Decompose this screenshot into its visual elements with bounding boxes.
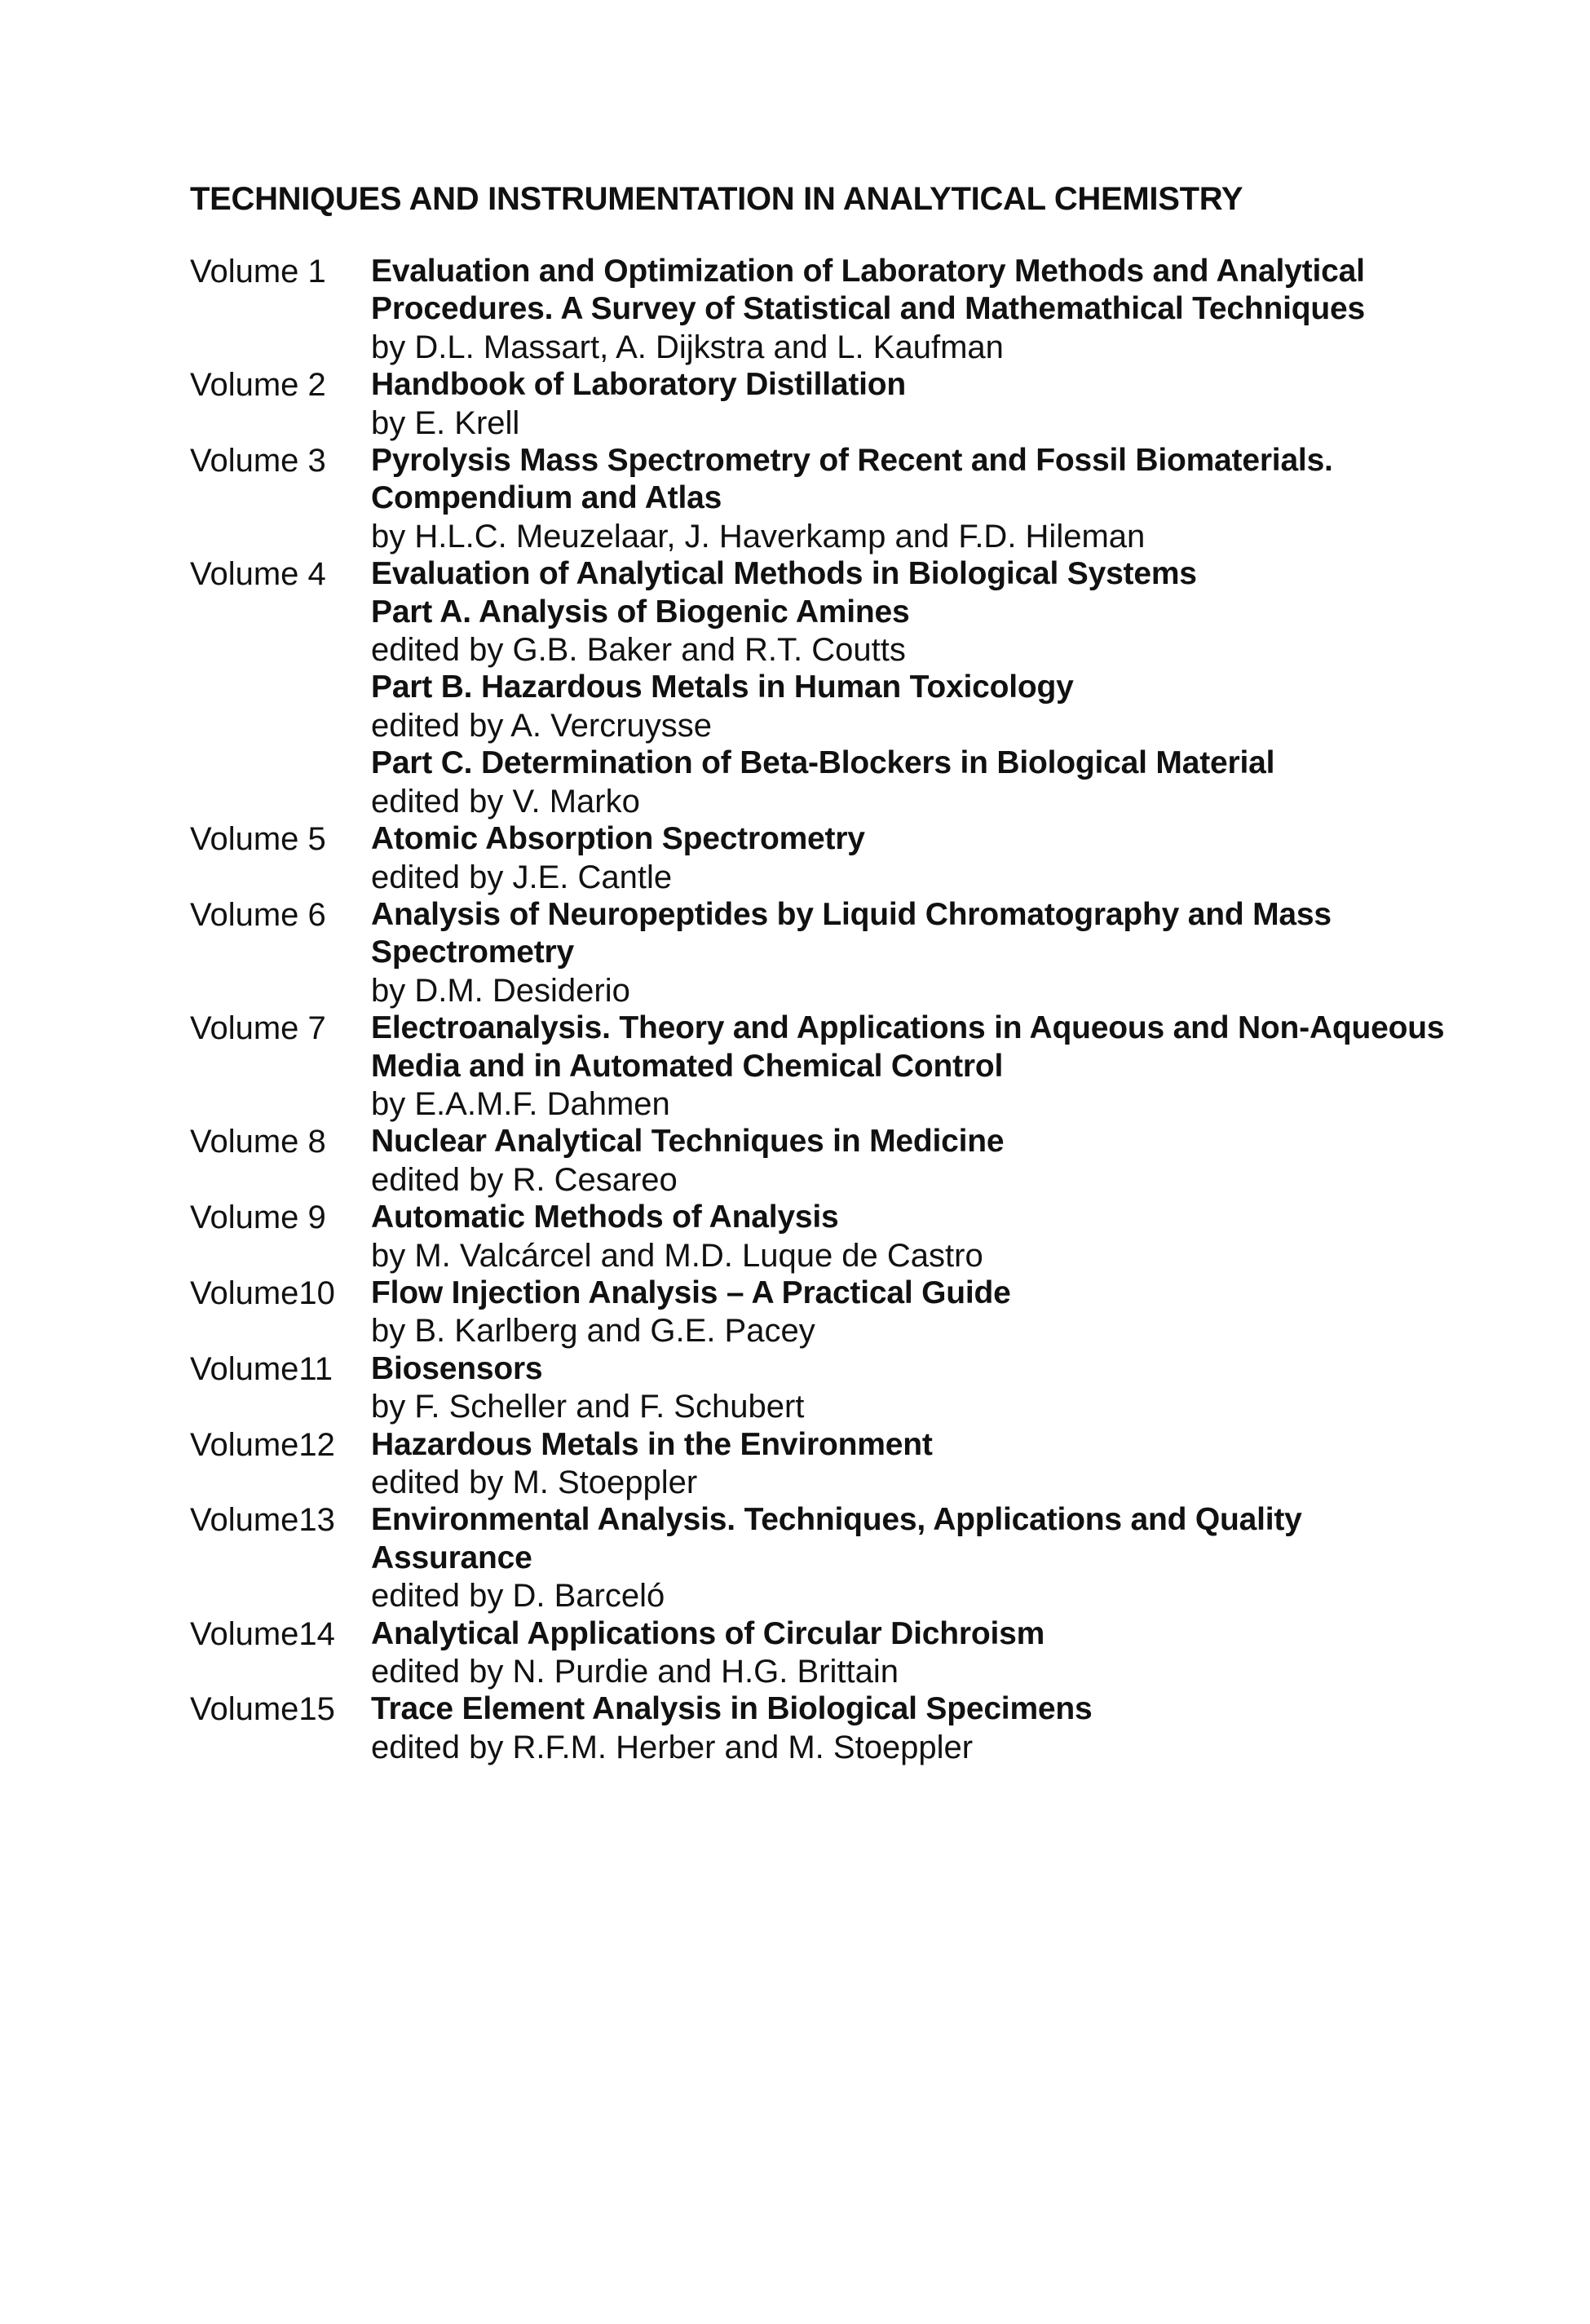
volume-entry bbox=[190, 820, 1462, 896]
volume-details bbox=[371, 442, 1462, 555]
volume-number: Volume12 bbox=[190, 1426, 335, 1463]
volume-entry bbox=[190, 555, 1462, 820]
volume-details bbox=[371, 1010, 1462, 1123]
volume-credit: by D.M. Desiderio bbox=[371, 972, 630, 1009]
volume-details bbox=[371, 1501, 1462, 1615]
volume-number: Volume 7 bbox=[190, 1010, 326, 1047]
volume-number: Volume 8 bbox=[190, 1124, 326, 1160]
volume-title: Automatic Methods of Analysis bbox=[371, 1200, 839, 1235]
volume-credit: edited by D. Barceló bbox=[371, 1578, 665, 1615]
volume-credit: by H.L.C. Meuzelaar, J. Haverkamp and F.D. Hileman bbox=[371, 518, 1146, 554]
volume-entry bbox=[190, 253, 1462, 366]
volume-credit: by B. Karlberg and G.E. Pacey bbox=[371, 1313, 815, 1350]
volume-entry bbox=[190, 1615, 1462, 1691]
part-credit: edited by V. Marko bbox=[371, 783, 640, 820]
volume-details bbox=[371, 896, 1462, 1010]
part-title: Part C. Determination of Beta-Blockers in Biological Material bbox=[371, 745, 1275, 781]
volume-title: Nuclear Analytical Techniques in Medicine bbox=[371, 1124, 1005, 1160]
volume-details bbox=[371, 1690, 1462, 1766]
volume-entry bbox=[190, 1010, 1462, 1123]
volume-details bbox=[371, 1199, 1462, 1275]
volume-entry bbox=[190, 366, 1462, 442]
volume-number: Volume14 bbox=[190, 1615, 335, 1652]
volume-details bbox=[371, 1275, 1462, 1350]
volume-entry bbox=[190, 1350, 1462, 1426]
volume-title: Analysis of Neuropeptides by Liquid Chromatography and Mass Spectrometry bbox=[371, 896, 1332, 970]
volume-number: Volume 5 bbox=[190, 821, 326, 858]
part-credit: edited by G.B. Baker and R.T. Coutts bbox=[371, 632, 906, 669]
volume-number: Volume 6 bbox=[190, 896, 326, 933]
volume-title: Biosensors bbox=[371, 1350, 543, 1386]
volume-title: Pyrolysis Mass Spectrometry of Recent and Fossil Biomaterials. Compendium and Atlas bbox=[371, 443, 1333, 516]
volume-title: Analytical Applications of Circular Dichroism bbox=[371, 1615, 1045, 1651]
volume-entry bbox=[190, 896, 1462, 1010]
volume-credit: by F. Scheller and F. Schubert bbox=[371, 1389, 805, 1425]
volume-details bbox=[371, 1350, 1462, 1426]
volume-title: Flow Injection Analysis – A Practical Guide bbox=[371, 1275, 1011, 1310]
volume-entry bbox=[190, 1275, 1462, 1350]
volume-credit: by M. Valcárcel and M.D. Luque de Castro bbox=[371, 1237, 983, 1274]
volume-credit: edited by J.E. Cantle bbox=[371, 859, 673, 895]
volume-number: Volume10 bbox=[190, 1275, 335, 1311]
volume-details bbox=[371, 555, 1462, 820]
volume-title: Environmental Analysis. Techniques, Applications and Quality Assurance bbox=[371, 1502, 1302, 1575]
volume-number: Volume 9 bbox=[190, 1200, 326, 1236]
volume-entry bbox=[190, 1123, 1462, 1199]
volume-title: Trace Element Analysis in Biological Specimens bbox=[371, 1691, 1093, 1727]
part-credit: edited by A. Vercruysse bbox=[371, 707, 713, 744]
volume-details bbox=[371, 1426, 1462, 1502]
volume-details bbox=[371, 1615, 1462, 1691]
volume-entry bbox=[190, 1426, 1462, 1502]
volume-title: Hazardous Metals in the Environment bbox=[371, 1426, 933, 1462]
volume-entry bbox=[190, 1690, 1462, 1766]
volume-number: Volume13 bbox=[190, 1502, 335, 1539]
volume-credit: by E.A.M.F. Dahmen bbox=[371, 1085, 670, 1122]
volume-title: Evaluation of Analytical Methods in Biological Systems bbox=[371, 556, 1197, 592]
part-title: Part B. Hazardous Metals in Human Toxicology bbox=[371, 669, 1074, 705]
volume-title: Handbook of Laboratory Distillation bbox=[371, 367, 907, 403]
volume-number: Volume 1 bbox=[190, 254, 326, 289]
volume-number: Volume 3 bbox=[190, 443, 326, 479]
volume-credit: edited by R. Cesareo bbox=[371, 1161, 678, 1198]
volume-credit: by E. Krell bbox=[371, 404, 520, 441]
volume-details bbox=[371, 366, 1462, 442]
series-page bbox=[190, 178, 1462, 1766]
volume-details bbox=[371, 1123, 1462, 1199]
volume-title: Atomic Absorption Spectrometry bbox=[371, 821, 865, 857]
volume-details bbox=[371, 820, 1462, 896]
volume-credit: edited by R.F.M. Herber and M. Stoeppler bbox=[371, 1729, 974, 1765]
volume-number: Volume15 bbox=[190, 1691, 335, 1728]
volume-entry bbox=[190, 1501, 1462, 1615]
volume-list bbox=[190, 253, 1462, 1766]
volume-credit: by D.L. Massart, A. Dijkstra and L. Kaufman bbox=[371, 329, 1004, 365]
volume-number: Volume 2 bbox=[190, 367, 326, 404]
volume-title: Electroanalysis. Theory and Applications in Aqueous and Non-Aqueous Media and in Automated Chemical Control bbox=[371, 1010, 1445, 1084]
series-title: TECHNIQUES AND INSTRUMENTATION IN ANALYTICAL CHEMISTRY bbox=[190, 181, 1243, 217]
volume-title: Evaluation and Optimization of Laboratory Methods and Analytical Procedures. A Survey of Statistical and Mathemathical Techniques bbox=[371, 254, 1365, 327]
volume-entry bbox=[190, 442, 1462, 555]
volume-number: Volume 4 bbox=[190, 556, 326, 593]
volume-entry bbox=[190, 1199, 1462, 1275]
volume-credit: edited by M. Stoeppler bbox=[371, 1465, 698, 1500]
volume-credit: edited by N. Purdie and H.G. Brittain bbox=[371, 1654, 899, 1690]
part-title: Part A. Analysis of Biogenic Amines bbox=[371, 594, 910, 630]
volume-number: Volume11 bbox=[190, 1350, 333, 1387]
volume-details bbox=[371, 253, 1462, 366]
